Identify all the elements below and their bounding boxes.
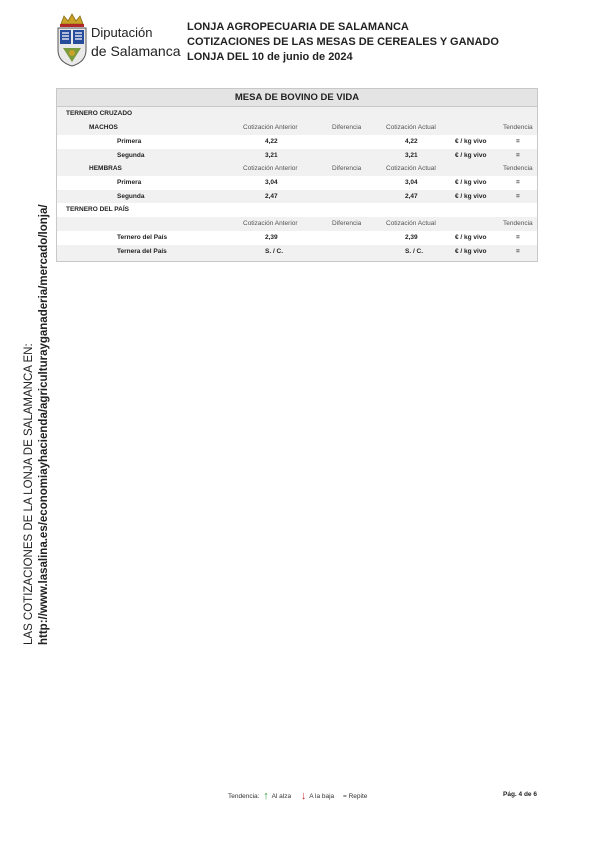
col-header-anterior: Cotización Anterior [243, 124, 298, 131]
col-header-actual: Cotización Actual [386, 220, 436, 227]
col-header-actual: Cotización Actual [386, 165, 436, 172]
bovino-vida-table [56, 88, 538, 262]
logo-text-line1: Diputación [91, 25, 153, 40]
value-unit: € / kg vivo [455, 248, 487, 255]
page-number: Pág. 4 de 6 [503, 791, 537, 798]
table-row [57, 231, 537, 245]
value-anterior: 4,22 [265, 138, 278, 145]
logo-text-line2: de Salamanca [91, 43, 181, 59]
col-header-tendencia: Tendencia [503, 124, 533, 131]
table-row [57, 135, 537, 149]
value-anterior: 2,47 [265, 193, 278, 200]
value-anterior: 3,21 [265, 152, 278, 159]
row-label: Primera [117, 138, 142, 145]
value-tendencia: = [516, 152, 520, 159]
value-anterior: 3,04 [265, 179, 278, 186]
section-row [57, 203, 537, 217]
value-actual: 2,47 [405, 193, 418, 200]
legend-label: Tendencia: [228, 792, 260, 800]
col-header-diferencia: Diferencia [332, 220, 362, 227]
row-label: Primera [117, 179, 142, 186]
legend-down-label: A la baja [309, 792, 335, 800]
value-tendencia: = [516, 138, 520, 145]
value-anterior: 2,39 [265, 234, 278, 241]
value-actual: 3,04 [405, 179, 418, 186]
header-date: LONJA DEL 10 de junio de 2024 [187, 51, 353, 63]
value-unit: € / kg vivo [455, 152, 487, 159]
page-header [187, 20, 499, 65]
value-actual: 4,22 [405, 138, 418, 145]
group-header-row [57, 162, 537, 176]
value-unit: € / kg vivo [455, 193, 487, 200]
trend-legend [228, 790, 367, 802]
value-anterior: S. / C. [265, 248, 284, 255]
col-header-tendencia: Tendencia [503, 220, 533, 227]
group-label: HEMBRAS [89, 165, 122, 172]
side-notice-text: LAS COTIZACIONES DE LA LONJA DE SALAMANCA EN: [23, 343, 35, 645]
value-actual: 2,39 [405, 234, 418, 241]
col-header-anterior: Cotización Anterior [243, 220, 298, 227]
row-label: Segunda [117, 152, 145, 159]
table-row [57, 245, 537, 259]
table-row [57, 176, 537, 190]
table-row [57, 149, 537, 163]
side-notice [22, 204, 52, 645]
legend-up-label: Al alza [271, 792, 292, 800]
arrow-up-icon: ↑ [263, 790, 269, 802]
header-title: LONJA AGROPECUARIA DE SALAMANCA [187, 21, 409, 33]
col-header-anterior: Cotización Anterior [243, 165, 298, 172]
row-label: Segunda [117, 193, 145, 200]
arrow-down-icon: ↓ [300, 790, 307, 802]
col-header-diferencia: Diferencia [332, 124, 362, 131]
value-actual: S. / C. [405, 248, 424, 255]
row-label: Ternera del País [117, 248, 167, 255]
group-header-row [57, 217, 537, 231]
value-tendencia: = [516, 248, 520, 255]
value-tendencia: = [516, 234, 520, 241]
diputacion-logo [55, 12, 181, 68]
group-label: MACHOS [89, 124, 118, 131]
value-unit: € / kg vivo [455, 234, 487, 241]
section-label: TERNERO CRUZADO [66, 110, 133, 117]
col-header-diferencia: Diferencia [332, 165, 362, 172]
value-unit: € / kg vivo [455, 138, 487, 145]
table-row [57, 190, 537, 204]
value-actual: 3,21 [405, 152, 418, 159]
group-header-row [57, 121, 537, 135]
table-title: MESA DE BOVINO DE VIDA [57, 89, 537, 107]
row-label: Ternero del País [117, 234, 168, 241]
value-unit: € / kg vivo [455, 179, 487, 186]
coat-of-arms-icon [55, 12, 89, 68]
section-label: TERNERO DEL PAÍS [66, 206, 129, 213]
side-notice-url[interactable]: http://www.lasalina.es/economiayhacienda/agriculturayganaderia/mercado/lonja/ [38, 204, 50, 645]
header-subtitle: COTIZACIONES DE LAS MESAS DE CEREALES Y GANADO [187, 36, 499, 48]
legend-repeat-label: = Repite [342, 792, 368, 800]
section-row [57, 107, 537, 121]
value-tendencia: = [516, 179, 520, 186]
col-header-actual: Cotización Actual [386, 124, 436, 131]
col-header-tendencia: Tendencia [503, 165, 533, 172]
value-tendencia: = [516, 193, 520, 200]
